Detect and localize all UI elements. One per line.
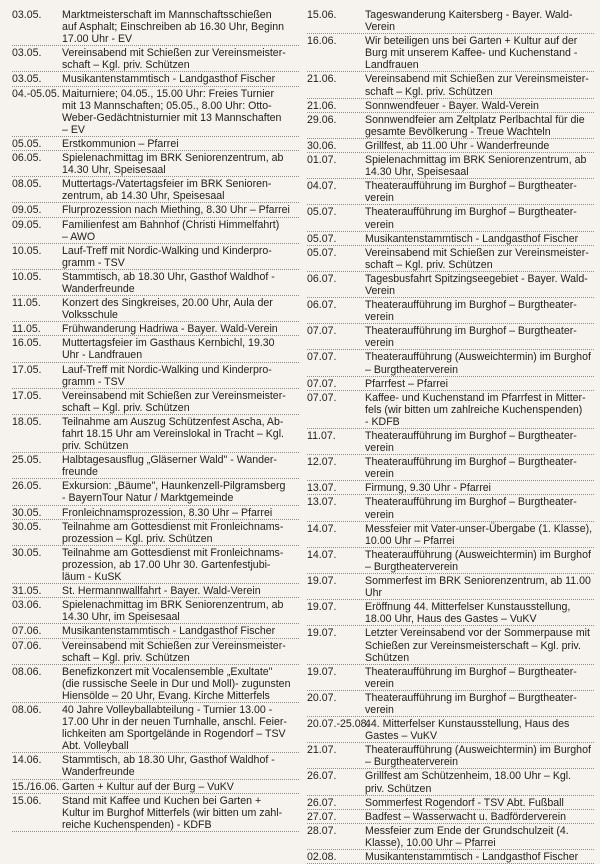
event-description: Sonnwendfeuer - Bayer. Wald-Verein [365,99,539,112]
event-entry [307,574,594,600]
event-entry [12,520,299,546]
event-entry [307,665,594,691]
event-entry [12,72,299,86]
event-description: Stammtisch, ab 18.30 Uhr, Gasthof Waldhof - Wanderfreunde [62,270,275,295]
event-description: Theateraufführung (Ausweichtermin) im Burghof – Burgtheaterverein [365,351,591,376]
event-date: 08.05. [12,178,42,191]
event-date: 07.07. [307,351,337,364]
event-description: Spielenachmittag im BRK Seniorenzentrum, ab 14.30 Uhr, Speisesaal [365,154,587,179]
event-entry [12,703,299,753]
event-entry [307,626,594,664]
event-date: 01.07. [307,154,337,167]
event-description: Letzter Vereinsabend vor der Sommerpause mit Schießen zur Vereinsmeisterschaft – Kgl. priv. Schützen [365,627,590,664]
event-description: Konzert des Singkreises, 20.00 Uhr, Aula der Volksschule [62,297,273,322]
event-entry [307,824,594,850]
event-date: 25.05. [12,454,42,467]
event-date: 21.06. [307,73,337,86]
event-description: Benefizkonzert mit Vocalensemble „Exultate" (die russische Seele in Dur und Moll)- zugunsten Hiensölde – 20 Uhr, Evang. Kirche Mitterfels [62,665,291,702]
event-entry [12,598,299,624]
event-entry [12,665,299,703]
event-date: 09.05. [12,204,42,217]
event-entry [12,363,299,389]
event-description: Erstkommunion – Pfarrei [62,137,179,150]
event-description: 40 Jahre Volleyballabteilung - Turnier 13.00 - 17.00 Uhr in der neuen Turnhalle, anschl. Feier- lichkeiten am Sportgelände in Rogendorf – TSV Abt. Volleyball [62,703,287,753]
event-date: 14.07. [307,522,337,535]
event-date: 17.05. [12,389,42,402]
event-entry [307,298,594,324]
event-description: Lauf-Treff mit Nordic-Walking und Kinderpro- gramm - TSV [62,363,272,388]
event-entry [307,548,594,574]
event-date: 29.06. [307,113,337,126]
event-description: Eröffnung 44. Mitterfelser Kunstausstellung, 18.00 Uhr, Haus des Gastes – VuKV [365,601,571,626]
event-description: Kaffee- und Kuchenstand im Pfarrfest in Mitter- fels (wir bitten um zahlreiche Kuchenspenden) - KDFB [365,391,586,428]
event-description: Spielenachmittag im BRK Seniorenzentrum, ab 14.30 Uhr, im Speisesaal [62,599,284,624]
event-entry [12,794,299,832]
event-date: 31.05. [12,585,42,598]
event-entry [12,453,299,479]
event-entry [307,246,594,272]
event-entry [307,113,594,139]
event-date: 05.05. [12,137,42,150]
event-description: Vereinsabend mit Schießen zur Vereinsmeister- schaft – Kgl. priv. Schützen [62,639,286,664]
event-entry [12,546,299,584]
event-date: 06.07. [307,272,337,285]
event-entry [307,429,594,455]
event-entry [307,272,594,298]
event-date: 03.05. [12,9,42,21]
event-description: Teilnahme am Auszug Schützenfest Ascha, Ab- fahrt 18.15 Uhr am Vereinslokal in Tracht – Kgl. priv. Schützen [62,415,284,453]
event-date: 17.05. [12,363,42,376]
event-description: Theateraufführung im Burghof – Burgtheater- verein [365,665,577,690]
right-column [307,8,594,863]
event-date: 20.07.-25.08. [307,718,370,731]
event-description: Vereinsabend mit Schießen zur Vereinsmeister- schaft – Kgl. priv. Schützen [365,246,589,271]
event-description: St. Hermannwallfahrt - Bayer. Wald-Verein [62,585,261,598]
event-description: Theateraufführung im Burghof – Burgtheater- verein [365,325,577,350]
event-date: 07.06. [12,639,42,652]
event-date: 19.07. [307,601,337,614]
event-entry [12,389,299,415]
event-entry [307,850,594,864]
event-description: Grillfest, ab 11.00 Uhr - Wanderfreunde [365,139,550,152]
event-entry [307,377,594,391]
event-entry [12,87,299,137]
event-date: 11.07. [307,430,336,442]
event-date: 26.05. [12,480,42,493]
event-entry [12,203,299,217]
event-date: 14.07. [307,548,337,561]
event-description: Muttertagsfeier im Gasthaus Kernbichl, 19.30 Uhr - Landfrauen [62,337,275,362]
event-date: 21.06. [307,99,337,112]
event-date: 11.05. [12,323,41,336]
event-date: 11.05. [12,297,41,310]
event-date: 04.07. [307,180,337,193]
event-date: 07.07. [307,391,337,404]
event-entry [307,810,594,824]
event-entry [12,780,299,794]
event-date: 03.05. [12,47,42,60]
event-description: Theateraufführung im Burghof – Burgtheater- verein [365,180,577,205]
event-entry [12,218,299,244]
event-description: Messfeier zum Ende der Grundschulzeit (4. Klasse), 10.00 Uhr – Pfarrei [365,824,569,849]
event-description: Halbtagesausflug „Gläserner Wald" - Wander- freunde [62,454,277,479]
event-date: 13.07. [307,482,337,495]
event-entry [12,177,299,203]
event-description: Garten + Kultur auf der Burg – VuKV [62,780,234,793]
event-date: 03.05. [12,73,42,86]
event-date: 26.07. [307,770,337,783]
event-date: 14.06. [12,754,42,767]
event-date: 15./16.06. [12,780,60,793]
event-description: Frühwanderung Hadriwa - Bayer. Wald-Verein [62,323,278,336]
event-date: 28.07. [307,824,337,837]
event-entry [307,232,594,246]
event-entry [307,179,594,205]
event-entry [12,506,299,520]
event-entry [12,753,299,779]
event-date: 10.05. [12,244,42,257]
event-date: 21.07. [307,744,337,757]
event-entry [307,769,594,795]
left-column [12,8,299,831]
event-date: 18.05. [12,415,42,428]
event-description: Stammtisch, ab 18.30 Uhr, Gasthof Waldhof - Wanderfreunde [62,754,275,779]
event-entry [12,270,299,296]
event-entry [307,717,594,743]
event-description: Firmung, 9.30 Uhr - Pfarrei [365,482,491,495]
event-description: Wir beteiligen uns bei Garten + Kultur auf der Burg mit unserem Kaffee- und Kuchenstand - Landfrauen [365,35,578,72]
event-entry [12,296,299,322]
event-date: 20.07. [307,691,337,704]
event-entry [307,324,594,350]
event-date: 09.05. [12,218,42,231]
event-entry [12,624,299,638]
event-date: 07.07. [307,377,337,390]
event-description: Musikantenstammtisch - Landgasthof Fischer [365,851,579,863]
event-date: 06.07. [307,299,337,312]
event-date: 30.05. [12,506,42,519]
event-date: 05.07. [307,232,337,245]
event-date: 26.07. [307,796,337,809]
event-date: 19.07. [307,575,337,588]
event-description: Teilnahme am Gottesdienst mit Fronleichnams- prozession – Kgl. priv. Schützen [62,520,284,545]
event-date: 19.07. [307,627,337,640]
event-description: Familienfest am Bahnhof (Christi Himmelfahrt) – AWO [62,218,280,243]
event-entry [307,153,594,179]
event-description: Sonnwendfeier am Zeltplatz Perlbachtal für die gesamte Bevölkerung - Treue Wachteln [365,113,585,138]
event-date: 13.07. [307,496,337,509]
event-description: Musikantenstammtisch - Landgasthof Fischer [365,232,579,245]
event-date: 10.05. [12,270,42,283]
event-entry [307,796,594,810]
event-date: 08.06. [12,703,42,716]
event-entry [12,151,299,177]
event-date: 30.06. [307,139,337,152]
event-description: Musikantenstammtisch - Landgasthof Fischer [62,625,276,638]
event-entry [307,350,594,376]
event-entry [12,244,299,270]
event-description: Messfeier mit Vater-unser-Übergabe (1. Klasse), 10.00 Uhr – Pfarrei [365,522,593,547]
event-description: Theateraufführung im Burghof – Burgtheater- verein [365,430,577,455]
event-entry [307,691,594,717]
event-description: Theateraufführung im Burghof – Burgtheater- verein [365,299,577,324]
event-date: 03.06. [12,599,42,612]
event-description: Teilnahme am Gottesdienst mit Fronleichnams- prozession, ab 17.00 Uhr 30. Gartenfestjubi- läum - KuSK [62,546,284,584]
event-description: Vereinsabend mit Schießen zur Vereinsmeister- schaft – Kgl. priv. Schützen [365,73,589,98]
event-entry [307,743,594,769]
event-date: 19.07. [307,665,337,678]
event-date: 27.07. [307,810,337,823]
event-entry [307,205,594,231]
event-entry [12,479,299,505]
event-description: Spielenachmittag im BRK Seniorenzentrum, ab 14.30 Uhr, Speisesaal [62,152,284,177]
event-description: Lauf-Treff mit Nordic-Walking und Kinderpro- gramm - TSV [62,244,272,269]
event-description: Theateraufführung (Ausweichtermin) im Burghof – Burgtheaterverein [365,548,591,573]
event-date: 12.07. [307,456,337,469]
event-date: 15.06. [12,794,42,807]
event-description: Maiturniere; 04.05., 15.00 Uhr: Freies Turnier mit 13 Mannschaften; 05.05., 8.00 Uhr: Otto- Weber-Gedächtnisturnier mit 13 Mannschaften – EV [62,87,282,136]
event-description: Pfarrfest – Pfarrei [365,377,449,390]
event-description: Tageswanderung Kaitersberg - Bayer. Wald- Verein [365,9,573,34]
event-description: 44. Mitterfelser Kunstausstellung, Haus des Gastes – VuKV [365,718,570,743]
event-description: Exkursion: „Bäume", Haunkenzell-Pilgramsberg - BayernTour Natur / Marktgemeinde [62,480,286,505]
event-entry [12,137,299,151]
event-entry [307,8,594,34]
event-entry [12,8,299,46]
event-entry [307,481,594,495]
event-description: Theateraufführung im Burghof – Burgtheater- verein [365,496,577,521]
event-date: 15.06. [307,9,337,21]
event-description: Flurprozession nach Miething, 8.30 Uhr – Pfarrei [62,204,290,217]
event-entry [12,322,299,336]
event-date: 16.05. [12,337,42,350]
event-description: Stand mit Kaffee und Kuchen bei Garten + Kultur im Burghof Mitterfels (wir bitten um zahl- reiche Kuchenspenden) - KDFB [62,794,283,831]
event-description: Marktmeisterschaft im Mannschaftsschießen auf Asphalt; Einschreiben ab 16.30 Uhr, Beginn 17.00 Uhr - EV [62,9,285,46]
event-date: 06.05. [12,152,42,165]
event-entry [12,46,299,72]
event-description: Musikantenstammtisch - Landgasthof Fischer [62,73,276,86]
event-date: 05.07. [307,206,337,219]
event-entry [307,72,594,98]
event-entry [307,391,594,429]
event-description: Theateraufführung (Ausweichtermin) im Burghof – Burgtheaterverein [365,744,591,769]
event-date: 08.06. [12,665,42,678]
event-entry [12,336,299,362]
event-date: 16.06. [307,35,337,48]
event-date: 07.07. [307,325,337,338]
event-description: Sommerfest im BRK Seniorenzentrum, ab 11.00 Uhr [365,575,591,600]
event-entry [307,495,594,521]
event-date: 05.07. [307,246,337,259]
event-description: Theateraufführung im Burghof – Burgtheater- verein [365,206,577,231]
event-description: Tagesbusfahrt Spitzingseegebiet - Bayer. Wald- Verein [365,272,588,297]
event-entry [307,99,594,113]
event-entry [307,34,594,72]
event-description: Fronleichnamsprozession, 8.30 Uhr – Pfarrei [62,506,273,519]
event-description: Muttertags-/Vatertagsfeier im BRK Senioren- zentrum, ab 14.30 Uhr, Speisesaal [62,178,272,203]
event-date: 07.06. [12,625,42,638]
event-description: Sommerfest Rogendorf - TSV Abt. Fußball [365,796,564,809]
event-date: 30.05. [12,520,42,533]
event-description: Theateraufführung im Burghof – Burgtheater- verein [365,691,577,716]
event-entry [307,455,594,481]
event-date: 04.-05.05. [12,87,60,100]
event-entry [307,600,594,626]
event-entry [12,639,299,665]
event-entry [12,415,299,453]
event-date: 02.08. [307,851,337,863]
event-entry [12,584,299,598]
event-description: Vereinsabend mit Schießen zur Vereinsmeister- schaft – Kgl. priv. Schützen [62,47,286,72]
event-description: Grillfest am Schützenheim, 18.00 Uhr – Kgl. priv. Schützen [365,770,572,795]
event-description: Vereinsabend mit Schießen zur Vereinsmeister- schaft – Kgl. priv. Schützen [62,389,286,414]
event-entry [307,139,594,153]
event-entry [307,522,594,548]
event-description: Theateraufführung im Burghof – Burgtheater- verein [365,456,577,481]
event-description: Badfest – Wasserwacht u. Badförderverein [365,810,566,823]
event-date: 30.05. [12,546,42,559]
